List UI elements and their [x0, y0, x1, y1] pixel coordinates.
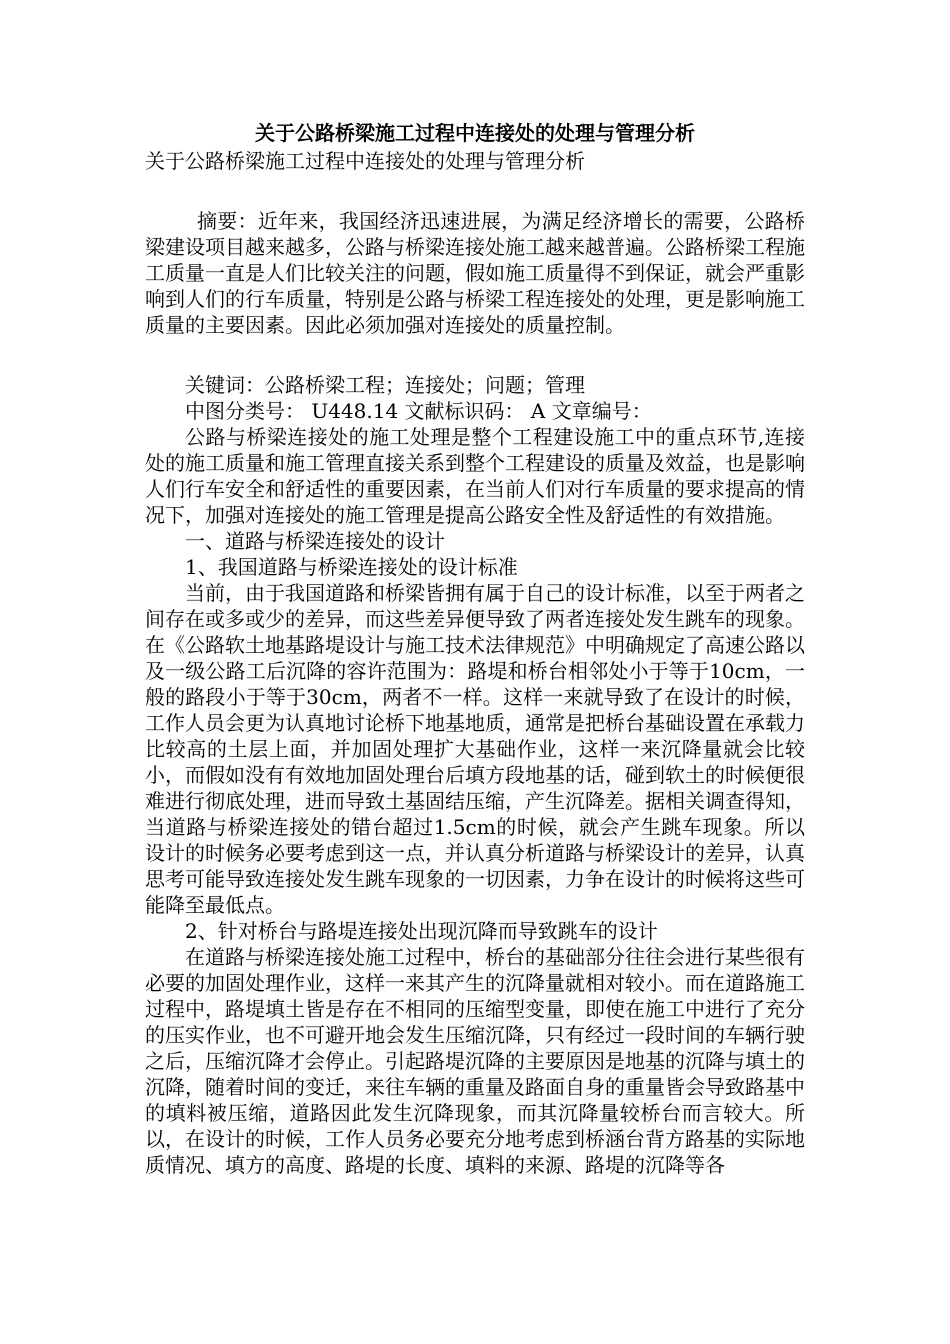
body-paragraph: 当前，由于我国道路和桥梁皆拥有属于自己的设计标准，以至于两者之间存在或多或少的差异，而这些差异便导致了两者连接处发生跳车的现象。在《公路软土地基路堤设计与施工技术法律规范》中明确规定了高速公路以及一级公路工后沉降的容许范围为：路堤和桥台相邻处小于等于10cm，一般的路段小于等于30cm，两者不一样。这样一来就导致了在设计的时候，工作人员会更为认真地讨论桥下地基地质，通常是把桥台基础设置在承载力比较高的土层上面，并加固处理扩大基础作业，这样一来沉降量就会比较小，而假如没有有效地加固处理台后填方段地基的话，碰到软土的时候便很难进行彻底处理，进而导致土基固结压缩，产生沉降差。据相关调查得知，当道路与桥梁连接处的错台超过1.5cm的时候，就会产生跳车现象。所以设计的时候务必要考虑到这一点，并认真分析道路与桥梁设计的差异，认真思考可能导致连接处发生跳车现象的一切因素，力争在设计的时候将这些可能降至最低点。	[145, 581, 805, 917]
keywords-line: 关键词：公路桥梁工程；连接处；问题；管理	[185, 373, 585, 397]
document-title: 关于公路桥梁施工过程中连接处的处理与管理分析	[255, 121, 695, 145]
classification-line: 中图分类号： U448.14 文献标识码： A 文章编号：	[185, 399, 652, 423]
subsection-heading: 2、针对桥台与路堤连接处出现沉降而导致跳车的设计	[185, 919, 658, 943]
abstract-paragraph: 摘要：近年来，我国经济迅速进展，为满足经济增长的需要，公路桥梁建设项目越来越多，公路与桥梁连接处施工越来越普遍。公路桥梁工程施工质量一直是人们比较关注的问题，假如施工质量得不到保证，就会严重影响到人们的行车质量，特别是公路与桥梁工程连接处的处理，更是影响施工质量的主要因素。因此必须加强对连接处的质量控制。	[145, 209, 805, 337]
section-heading: 一、道路与桥梁连接处的设计	[185, 529, 445, 553]
spacer	[145, 338, 805, 372]
body-paragraph: 在道路与桥梁连接处施工过程中，桥台的基础部分往往会进行某些很有必要的加固处理作业，这样一来其产生的沉降量就相对较小。而在道路施工过程中，路堤填土皆是存在不相同的压缩型变量，即使在施工中进行了充分的压实作业，也不可避开地会发生压缩沉降，只有经过一段时间的车辆行驶之后，压缩沉降才会停止。引起路堤沉降的主要原因是地基的沉降与填土的沉降，随着时间的变迁，来往车辆的重量及路面自身的重量皆会导致路基中的填料被压缩，道路因此发生沉降现象，而其沉降量较桥台而言较大。所以，在设计的时候，工作人员务必要充分地考虑到桥涵台背方路基的实际地质情况、填方的高度、路堤的长度、填料的来源、路堤的沉降等各	[145, 945, 805, 1177]
document-subtitle: 关于公路桥梁施工过程中连接处的处理与管理分析	[145, 149, 585, 173]
intro-paragraph: 公路与桥梁连接处的施工处理是整个工程建设施工中的重点环节,连接处的施工质量和施工管理直接关系到整个工程建设的质量及效益，也是影响人们行车安全和舒适性的重要因素，在当前人们对行车质量的要求提高的情况下，加强对连接处的施工管理是提高公路安全性及舒适性的有效措施。	[145, 425, 805, 527]
subsection-heading: 1、我国道路与桥梁连接处的设计标准	[185, 555, 518, 579]
spacer	[145, 174, 805, 208]
document-page	[145, 118, 805, 1178]
